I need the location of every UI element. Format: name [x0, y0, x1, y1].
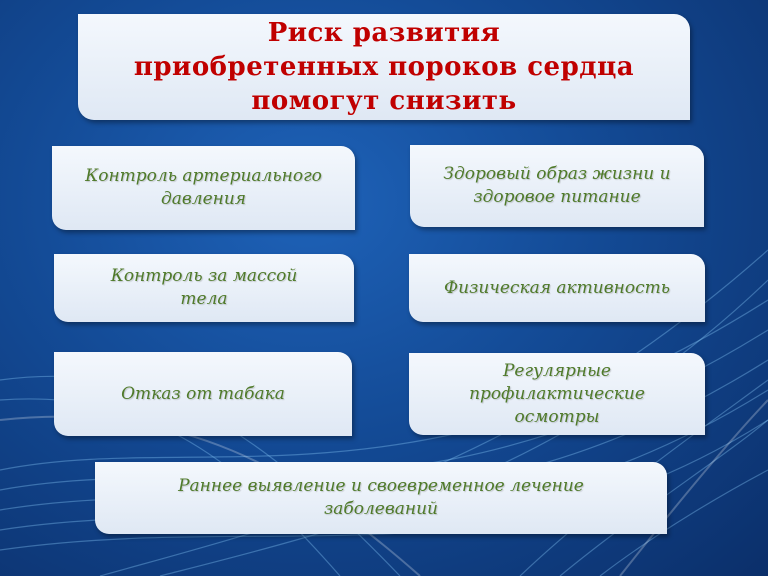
healthy-lifestyle-line-1: Здоровый образ жизни и — [443, 164, 671, 184]
page-title — [134, 16, 634, 118]
physical-activity-text — [444, 277, 670, 300]
title-line-2: приобретенных пороков сердца — [133, 52, 635, 82]
checkups-line-3: осмотры — [514, 406, 600, 427]
blood-pressure-line-1: Контроль артериального — [85, 166, 322, 186]
physical-activity-line-1: Физическая активность — [444, 277, 670, 298]
blood-pressure-line-2: давления — [160, 189, 247, 209]
early-detection-text — [178, 475, 584, 521]
healthy-lifestyle-card — [410, 145, 704, 227]
title-box — [78, 14, 690, 120]
quit-smoking-line-1: Отказ от табака — [121, 383, 285, 404]
early-detection-line-2: заболеваний — [323, 499, 438, 519]
blood-pressure-card — [52, 146, 355, 230]
weight-control-line-2: тела — [180, 289, 228, 309]
checkups-line-2: профилактические — [469, 383, 645, 404]
blood-pressure-text — [85, 165, 322, 211]
healthy-lifestyle-line-2: здоровое питание — [473, 187, 641, 207]
title-line-3: помогут снизить — [251, 86, 517, 116]
quit-smoking-card — [54, 352, 352, 436]
quit-smoking-text — [121, 383, 285, 406]
weight-control-text — [111, 265, 298, 311]
checkups-line-1: Регулярные — [502, 360, 611, 381]
weight-control-line-1: Контроль за массой — [110, 266, 298, 286]
checkups-text — [469, 360, 645, 429]
title-line-1: Риск развития — [267, 18, 501, 48]
early-detection-line-1: Раннее выявление и своевременное лечение — [178, 476, 584, 496]
weight-control-card — [54, 254, 354, 322]
checkups-card — [409, 353, 705, 435]
healthy-lifestyle-text — [443, 163, 670, 209]
early-detection-card — [95, 462, 667, 534]
physical-activity-card — [409, 254, 705, 322]
